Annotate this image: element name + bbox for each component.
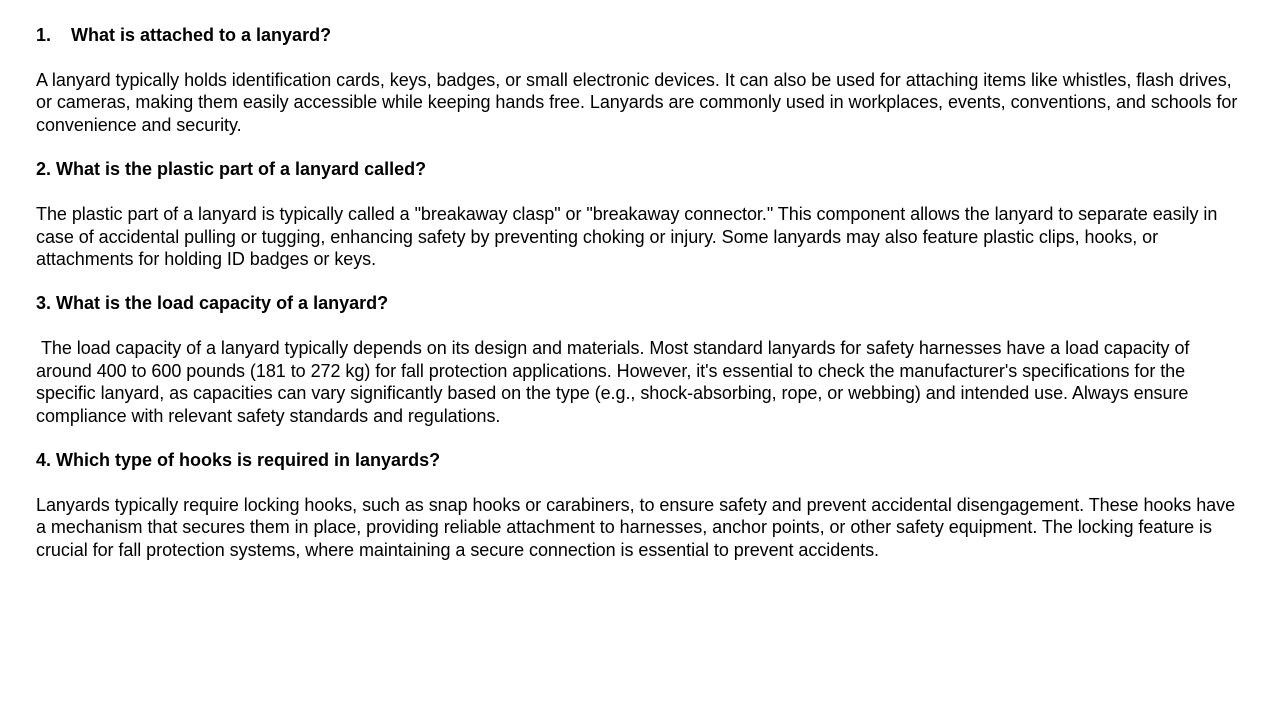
faq-answer-4: Lanyards typically require locking hooks, such as snap hooks or carabiners, to ensure safety and prevent accidental disengagement. These hooks have a mechanism that secures them in place, providing reliable attachment to harnesses, anchor points, or other safety equipment. The locking feature is crucial for fall protection systems, where maintaining a secure connection is essential to prevent accidents. [36,495,1240,560]
faq-answer-3: The load capacity of a lanyard typically depends on its design and materials. Most standard lanyards for safety harnesses have a load capacity of around 400 to 600 pounds (181 to 272 kg) for fall protection applications. However, it's essential to check the manufacturer's specifications for the specific lanyard, as capacities can vary significantly based on the type (e.g., shock-absorbing, rope, or webbing) and intended use. Always ensure compliance with relevant safety standards and regulations. [36,338,1195,426]
faq-question-1: 1. What is attached to a lanyard? [36,25,332,45]
faq-question-2: 2. What is the plastic part of a lanyard called? [36,159,427,180]
faq-answer-1: A lanyard typically holds identification cards, keys, badges, or small electronic devices. It can also be used for attaching items like whistles, flash drives, or cameras, making them easily accessible while keeping hands free. Lanyards are commonly used in workplaces, events, conventions, and schools for convenience and security. [36,70,1243,135]
faq-answer-2: The plastic part of a lanyard is typically called a "breakaway clasp" or "breakaway connector." This component allows the lanyard to separate easily in case of accidental pulling or tugging, enhancing safety by preventing choking or injury. Some lanyards may also feature plastic clips, hooks, or attachments for holding ID badges or keys. [36,204,1223,270]
faq-question-4: 4. Which type of hooks is required in lanyards? [36,450,441,471]
faq-document [36,24,1242,561]
faq-question-3: 3. What is the load capacity of a lanyard? [36,293,389,314]
